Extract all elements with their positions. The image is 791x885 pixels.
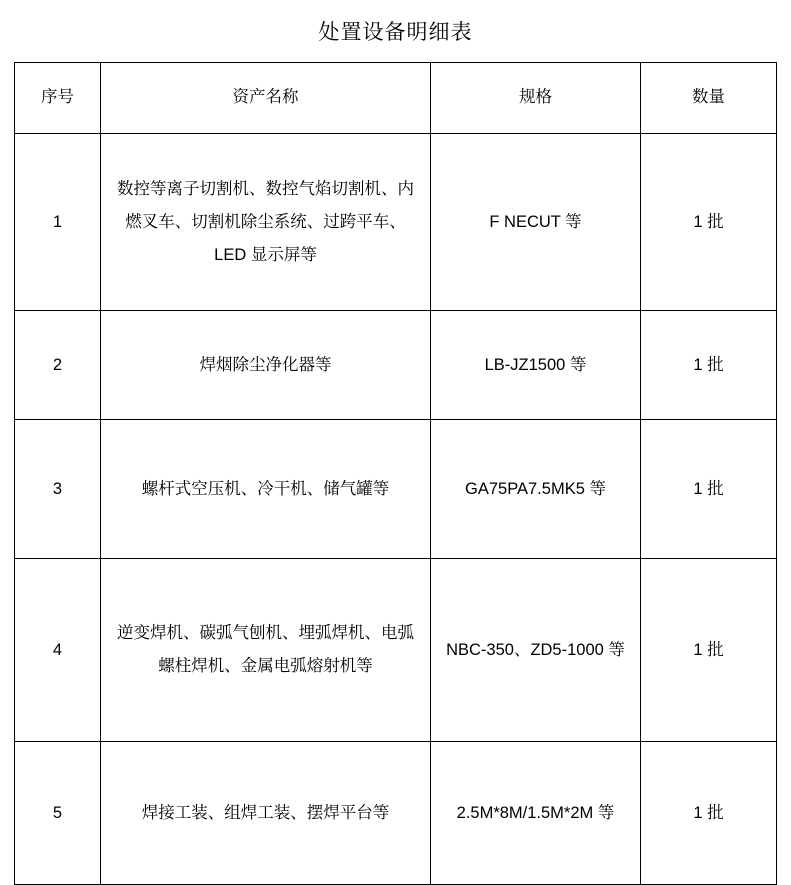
cell-spec: NBC-350、ZD5-1000 等: [431, 559, 641, 742]
table-header: [15, 63, 777, 134]
table-row: [15, 420, 777, 559]
table-row: [15, 742, 777, 885]
cell-quantity: 1 批: [641, 420, 777, 559]
cell-quantity: 1 批: [641, 311, 777, 420]
cell-index: 3: [15, 420, 101, 559]
table-row: [15, 311, 777, 420]
cell-spec: 2.5M*8M/1.5M*2M 等: [431, 742, 641, 885]
column-header-spec: 规格: [431, 63, 641, 134]
table-header-row: [15, 63, 777, 134]
cell-quantity: 1 批: [641, 134, 777, 311]
cell-asset-name: 焊接工装、组焊工装、摆焊平台等: [101, 742, 431, 885]
table-row: [15, 559, 777, 742]
table-row: [15, 134, 777, 311]
page-title: 处置设备明细表: [318, 21, 473, 44]
cell-asset-name: 螺杆式空压机、冷干机、储气罐等: [101, 420, 431, 559]
cell-index: 2: [15, 311, 101, 420]
cell-quantity: 1 批: [641, 742, 777, 885]
cell-asset-name: 焊烟除尘净化器等: [101, 311, 431, 420]
table-body: [15, 134, 777, 885]
cell-asset-name: 逆变焊机、碳弧气刨机、埋弧焊机、电弧螺柱焊机、金属电弧熔射机等: [101, 559, 431, 742]
cell-quantity: 1 批: [641, 559, 777, 742]
cell-index: 4: [15, 559, 101, 742]
cell-index: 5: [15, 742, 101, 885]
cell-spec: LB-JZ1500 等: [431, 311, 641, 420]
cell-index: 1: [15, 134, 101, 311]
cell-spec: F NECUT 等: [431, 134, 641, 311]
column-header-qty: 数量: [641, 63, 777, 134]
equipment-table: [14, 62, 777, 885]
column-header-index: 序号: [15, 63, 101, 134]
column-header-name: 资产名称: [101, 63, 431, 134]
cell-spec: GA75PA7.5MK5 等: [431, 420, 641, 559]
cell-asset-name: 数控等离子切割机、数控气焰切割机、内燃叉车、切割机除尘系统、过跨平车、LED 显示屏等: [101, 134, 431, 311]
